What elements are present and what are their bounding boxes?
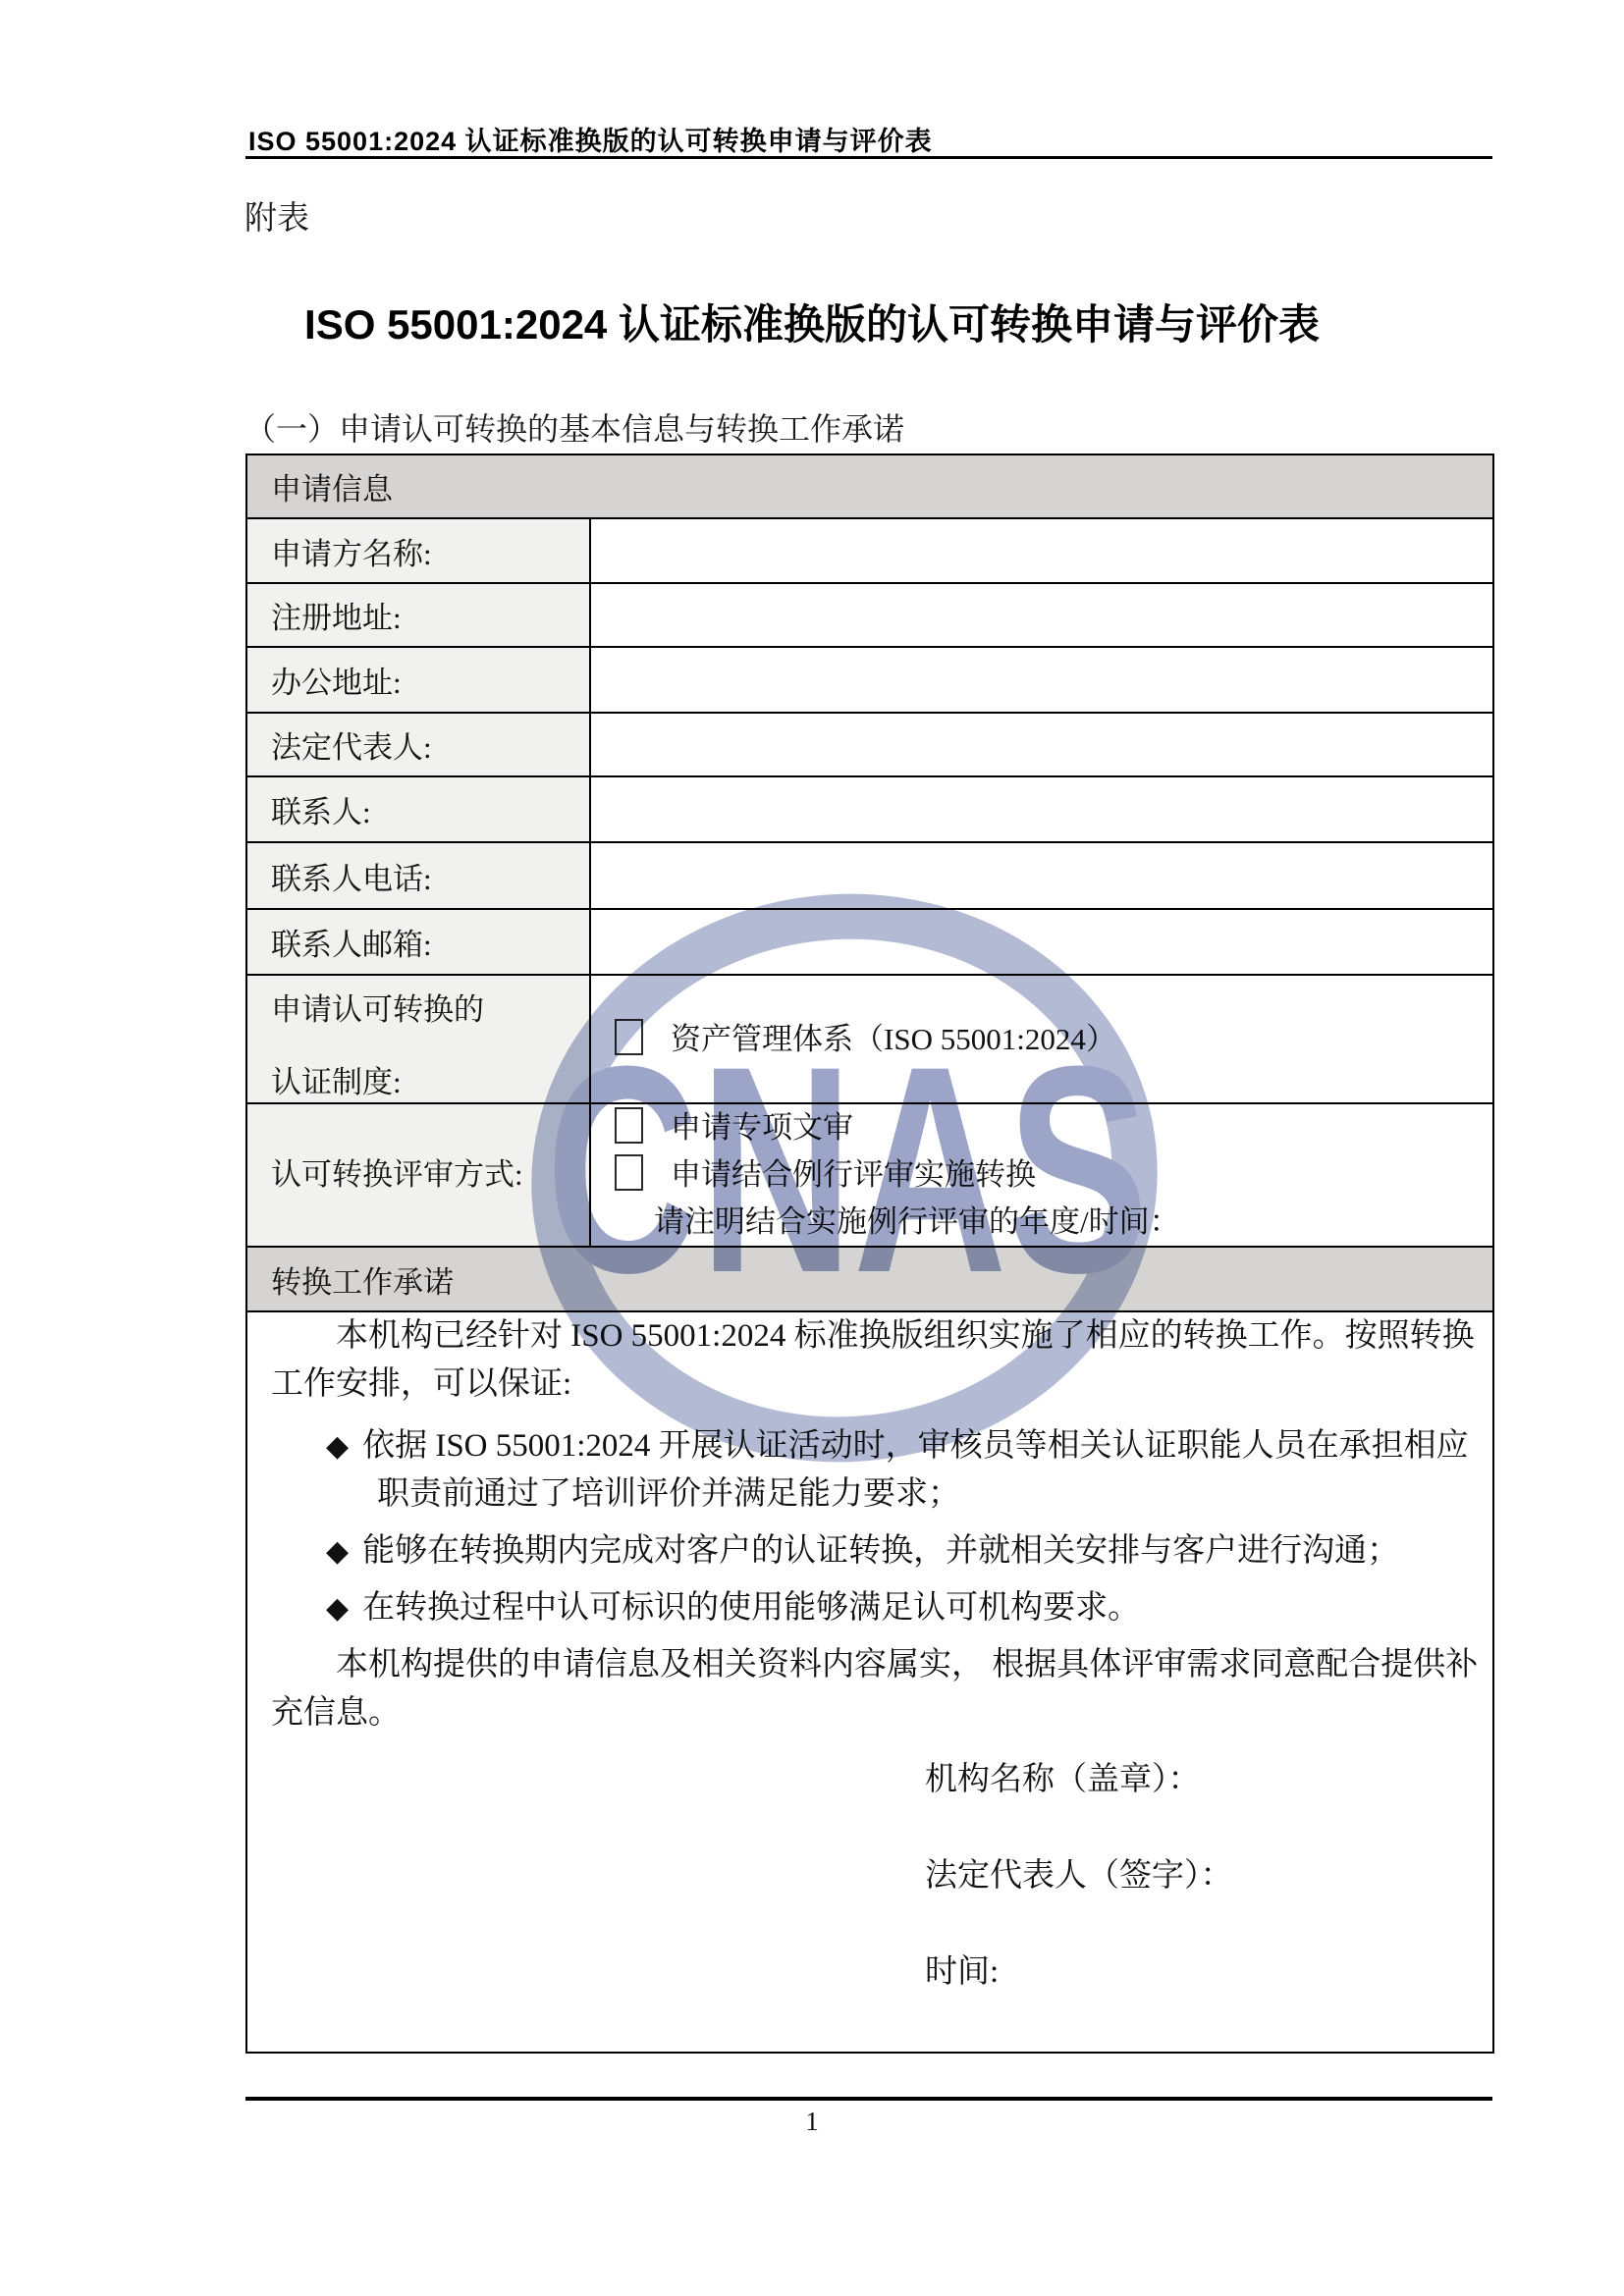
review-note: 请注明结合实施例行评审的年度/时间： xyxy=(654,1204,1180,1239)
scheme-row-label xyxy=(246,975,590,1103)
application-table xyxy=(245,454,1494,2054)
table-section-header-row xyxy=(246,1247,1493,1311)
bullet-marker: ◆ xyxy=(326,1430,350,1463)
checkbox-icon xyxy=(615,1107,643,1144)
row-value xyxy=(590,583,1493,647)
table-row xyxy=(246,518,1493,583)
checkbox-option-label: 申请结合例行评审实施转换 xyxy=(671,1157,1036,1192)
bullet-text: 依据 ISO 55001:2024 开展认证活动时，审核员等相关认证职能人员在承担相应职责前通过了培训评价并满足能力要求； xyxy=(362,1428,1469,1512)
bullet-text: 在转换过程中认可标识的使用能够满足认可机构要求。 xyxy=(362,1590,1141,1626)
table-row xyxy=(246,583,1493,647)
scheme-label-line1: 申请认可转换的 xyxy=(271,991,484,1027)
row-value xyxy=(590,518,1493,583)
checkbox-icon xyxy=(615,1019,643,1055)
cnas-watermark-text: CNAS xyxy=(546,1004,1149,1334)
checkbox-option xyxy=(615,1016,1492,1063)
checkbox-option xyxy=(615,1151,1492,1199)
commitment-bullets xyxy=(271,1422,1492,1632)
row-value xyxy=(590,776,1493,842)
bullet-text: 能够在转换期内完成对客户的认证转换，并就相关安排与客户进行沟通； xyxy=(362,1533,1400,1569)
row-label: 申请方名称: xyxy=(246,518,590,583)
table-row xyxy=(246,647,1493,713)
section-header-cell: 申请信息 xyxy=(246,454,1493,518)
section-header-cell: 转换工作承诺 xyxy=(246,1247,1493,1311)
bullet-item xyxy=(271,1527,1492,1575)
row-label: 联系人邮箱: xyxy=(246,909,590,975)
row-value xyxy=(590,647,1493,713)
row-label: 联系人电话: xyxy=(246,842,590,909)
row-value xyxy=(590,909,1493,975)
scheme-row xyxy=(246,975,1493,1103)
review-row xyxy=(246,1103,1493,1247)
review-row-value xyxy=(590,1103,1493,1247)
row-label: 法定代表人: xyxy=(246,713,590,776)
checkbox-option-label: 资产管理体系（ISO 55001:2024） xyxy=(671,1021,1116,1056)
header-rule xyxy=(245,156,1492,159)
bullet-item xyxy=(271,1422,1492,1519)
signature-line-org: 机构名称（盖章）： xyxy=(925,1762,1201,1797)
row-value xyxy=(590,713,1493,776)
table-row xyxy=(246,776,1493,842)
scheme-row-value xyxy=(590,975,1493,1103)
row-label: 联系人: xyxy=(246,776,590,842)
bullet-marker: ◆ xyxy=(326,1535,350,1568)
row-label: 办公地址: xyxy=(246,647,590,713)
section-heading: （一）申请认可转换的基本信息与转换工作承诺 xyxy=(244,411,905,447)
commitment-row xyxy=(246,1311,1493,2053)
bullet-item xyxy=(271,1584,1492,1632)
signature-block xyxy=(925,1763,1492,1989)
checkbox-option-label: 申请专项文审 xyxy=(671,1110,853,1145)
page-title: ISO 55001:2024 认证标准换版的认可转换申请与评价表 xyxy=(304,301,1320,347)
commitment-paragraph: 本机构提供的申请信息及相关资料内容属实， 根据具体评审需求同意配合提供补充信息。 xyxy=(271,1647,1479,1731)
review-row-label: 认可转换评审方式: xyxy=(246,1103,590,1247)
checkbox-icon xyxy=(615,1154,643,1191)
row-value xyxy=(590,842,1493,909)
table-row xyxy=(246,909,1493,975)
signature-line-time: 时间: xyxy=(925,1954,1000,1990)
bullet-marker: ◆ xyxy=(326,1592,350,1625)
signature-line-rep: 法定代表人（签字）： xyxy=(925,1858,1233,1894)
commitment-paragraph: 本机构已经针对 ISO 55001:2024 标准换版组织实施了相应的转换工作。按照转换工作安排，可以保证: xyxy=(271,1318,1475,1402)
scheme-label-line2: 认证制度: xyxy=(271,1064,402,1099)
table-row xyxy=(246,842,1493,909)
footer-rule xyxy=(245,2097,1492,2101)
commitment-cell xyxy=(246,1311,1493,2053)
row-label: 注册地址: xyxy=(246,583,590,647)
checkbox-option xyxy=(615,1104,1492,1151)
table-row xyxy=(246,713,1493,776)
page-number: 1 xyxy=(805,2107,819,2136)
running-header: ISO 55001:2024 认证标准换版的认可转换申请与评价表 xyxy=(248,127,933,156)
appendix-label: 附表 xyxy=(244,201,309,237)
table-section-header-row xyxy=(246,454,1493,518)
